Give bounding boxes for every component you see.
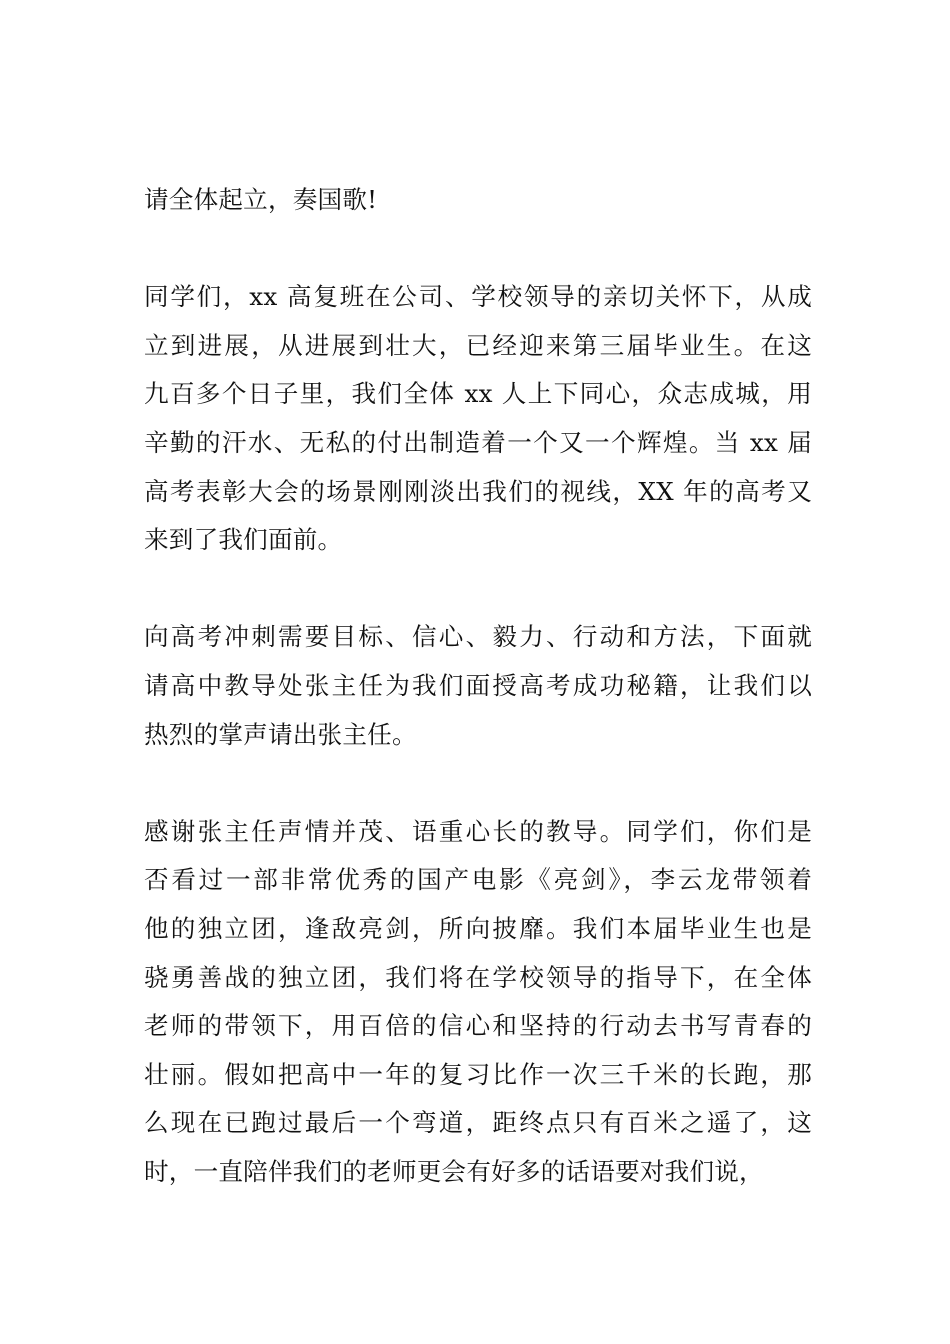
text-line: 九百多个日子里，我们全体 xx 人上下同心，众志成城，用 [144,379,812,409]
text-line: 立到进展，从进展到壮大，已经迎来第三届毕业生。在这 [144,330,812,360]
paragraph-spacer [144,565,812,614]
paragraph-spacer [144,759,812,808]
paragraph-thanks [144,808,812,1197]
text-line: 么现在已跑过最后一个弯道，距终点只有百米之遥了，这 [144,1108,812,1138]
text-line: 壮丽。假如把高中一年的复习比作一次三千米的长跑，那 [144,1059,812,1089]
text-line: 老师的带领下，用百倍的信心和坚持的行动去书写青春的 [144,1011,812,1041]
paragraph-invitation [144,613,812,759]
paragraph-anthem [144,176,812,225]
paragraph-intro [144,273,812,565]
text-line: 他的独立团，逢敌亮剑，所向披靡。我们本届毕业生也是 [144,913,812,943]
text-line: 感谢张主任声情并茂、语重心长的教导。同学们，你们是 [144,816,812,846]
text-line: 骁勇善战的独立团，我们将在学校领导的指导下，在全体 [144,962,812,992]
text-line: 请高中教导处张主任为我们面授高考成功秘籍，让我们以 [144,670,812,700]
text-line: 热烈的掌声请出张主任。 [144,719,417,749]
paragraph-spacer [144,225,812,274]
text-line: 来到了我们面前。 [144,525,343,555]
text-line: 时，一直陪伴我们的老师更会有好多的话语要对我们说， [144,1156,764,1186]
text-line: 向高考冲刺需要目标、信心、毅力、行动和方法，下面就 [144,622,812,652]
text-line: 同学们，xx 高复班在公司、学校领导的亲切关怀下，从成 [144,282,812,312]
text-line: 高考表彰大会的场景刚刚淡出我们的视线，XX 年的高考又 [144,476,812,506]
document-page [144,176,812,1196]
text-line: 辛勤的汗水、无私的付出制造着一个又一个辉煌。当 xx 届 [144,427,812,457]
text-line: 请全体起立，奏国歌! [144,185,378,214]
text-line: 否看过一部非常优秀的国产电影《亮剑》，李云龙带领着 [144,865,812,895]
